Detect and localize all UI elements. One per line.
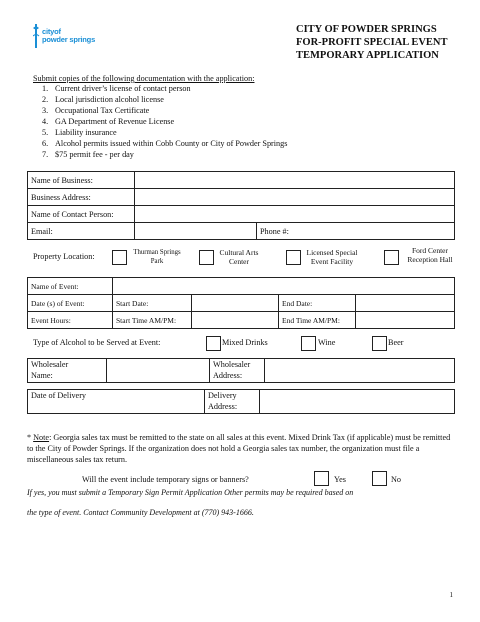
alcohol-type-label: Type of Alcohol to be Served at Event:	[33, 338, 161, 347]
wholesaler-table	[27, 358, 455, 383]
delivery-address-field[interactable]	[260, 390, 455, 414]
wholesaler-address-label: Wholesaler Address:	[210, 359, 265, 383]
start-date-field[interactable]	[192, 295, 279, 312]
contact-table	[27, 171, 455, 240]
mixed-drinks-label: Mixed Drinks	[222, 338, 268, 347]
list-item: 4. GA Department of Revenue License	[42, 117, 175, 126]
wine-checkbox[interactable]	[301, 336, 316, 351]
property-licensed-checkbox[interactable]	[286, 250, 301, 265]
end-time-label: End Time AM/PM:	[279, 312, 356, 329]
beer-checkbox[interactable]	[372, 336, 387, 351]
business-name-field[interactable]	[135, 172, 455, 189]
delivery-date-label: Date of Delivery	[31, 391, 87, 400]
city-logo	[42, 28, 95, 44]
business-address-field[interactable]	[135, 189, 455, 206]
phone-label: Phone #:	[260, 226, 289, 236]
title-line-3: TEMPORARY APPLICATION	[296, 50, 439, 61]
end-time-field[interactable]	[356, 312, 455, 329]
city-logo-icon	[33, 24, 40, 48]
business-name-label: Name of Business:	[28, 172, 135, 189]
page-number: 1	[449, 591, 453, 599]
start-time-label: Start Time AM/PM:	[113, 312, 192, 329]
banners-no-label: No	[391, 475, 402, 484]
property-licensed-label: Licensed Special Event Facility	[306, 248, 358, 266]
list-item: 7. $75 permit fee - per day	[42, 150, 134, 159]
event-dates-label: Date (s) of Event:	[28, 295, 113, 312]
wholesaler-name-label: Wholesaler Name:	[28, 359, 107, 383]
form-title	[296, 23, 448, 62]
intro-text: Submit copies of the following documentation with the application:	[33, 74, 255, 83]
banners-yes-label: Yes	[334, 475, 346, 484]
business-address-label: Business Address:	[28, 189, 135, 206]
beer-label: Beer	[388, 338, 404, 347]
property-thurman-label: Thurman Springs Park	[133, 249, 181, 265]
contact-person-label: Name of Contact Person:	[28, 206, 135, 223]
event-hours-label: Event Hours:	[28, 312, 113, 329]
mixed-drinks-checkbox[interactable]	[206, 336, 221, 351]
delivery-date-field[interactable]	[28, 390, 205, 414]
list-item: 6. Alcohol permits issued within Cobb County or City of Powder Springs	[42, 139, 288, 148]
sign-permit-note-2: the type of event. Contact Community Development at (770) 943-1666.	[27, 508, 254, 517]
list-item: 3. Occupational Tax Certificate	[42, 106, 150, 115]
end-date-field[interactable]	[356, 295, 455, 312]
property-cultural-label: Cultural Arts Center	[219, 248, 259, 266]
end-date-label: End Date:	[279, 295, 356, 312]
property-ford-checkbox[interactable]	[384, 250, 399, 265]
wholesaler-address-field[interactable]	[265, 359, 455, 383]
title-line-1: CITY OF POWDER SPRINGS	[296, 24, 437, 35]
banners-question: Will the event include temporary signs or banners?	[82, 475, 249, 484]
list-item: 2. Local jurisdiction alcohol license	[42, 95, 164, 104]
start-time-field[interactable]	[192, 312, 279, 329]
title-line-2: FOR-PROFIT SPECIAL EVENT	[296, 37, 448, 48]
email-field[interactable]	[135, 223, 257, 240]
contact-person-field[interactable]	[135, 206, 455, 223]
email-label: Email:	[28, 223, 135, 240]
documents-list	[42, 83, 287, 160]
list-item: 5. Liability insurance	[42, 128, 117, 137]
delivery-address-label: Delivery Address:	[205, 390, 260, 414]
sales-tax-note: * Note: Georgia sales tax must be remitted to the state on all sales at this event. Mixed Drink Tax (if applicable) must be remitted to the City of Powder Springs. If the organization does not hold a Georgia sales tax number, the organization must file a miscellaneous sales tax return.	[27, 433, 451, 464]
sign-permit-note-1: If yes, you must submit a Temporary Sign Permit Application Other permits may be required based on	[27, 488, 354, 497]
property-location-label: Property Location:	[33, 252, 95, 261]
list-item: 1. Current driver’s license of contact person	[42, 84, 191, 93]
wholesaler-name-field[interactable]	[107, 359, 210, 383]
logo-line-2: powder springs	[42, 35, 96, 44]
delivery-table	[27, 389, 455, 414]
event-name-label: Name of Event:	[28, 278, 113, 295]
event-name-field[interactable]	[113, 278, 455, 295]
event-table	[27, 277, 455, 329]
start-date-label: Start Date:	[113, 295, 192, 312]
property-ford-label: Ford Center Reception Hall	[407, 246, 453, 264]
logo-line-1: cityof	[42, 27, 61, 36]
wine-label: Wine	[318, 338, 336, 347]
phone-field[interactable]	[257, 223, 455, 240]
